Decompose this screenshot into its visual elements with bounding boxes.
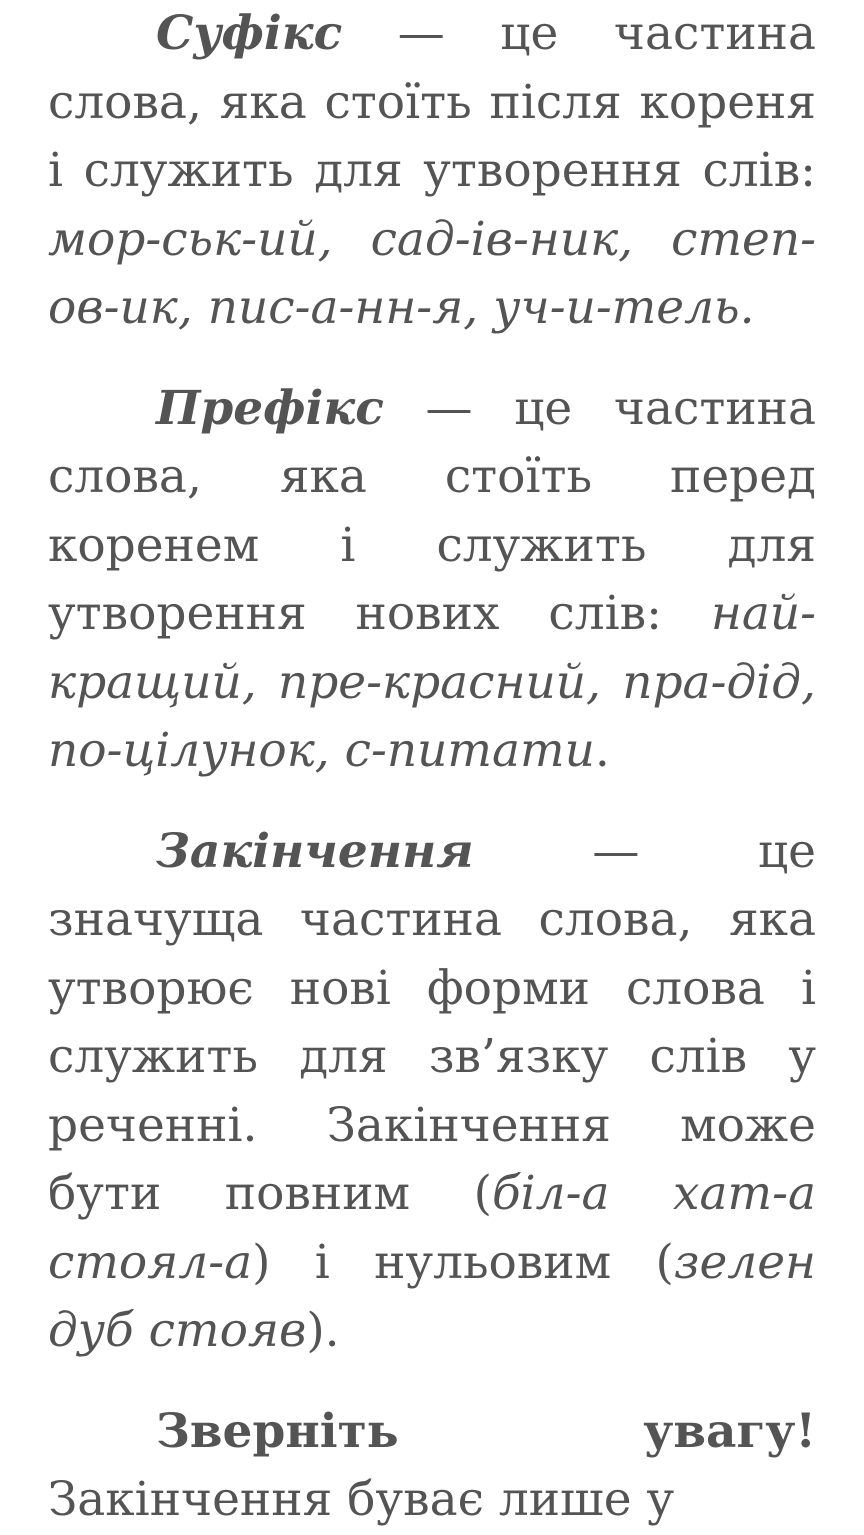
ending-middle: ) і нульовим ( — [252, 1234, 674, 1290]
ending-paragraph — [48, 818, 816, 1366]
prefix-paragraph — [48, 375, 816, 786]
note-paragraph — [48, 1398, 816, 1535]
suffix-definition: — це частина слова, яка стоїть після кореня і служить для утворення слів: — [48, 6, 816, 198]
ending-end: ). — [306, 1303, 340, 1358]
suffix-paragraph — [48, 0, 816, 343]
prefix-definition: — це частина слова, яка стоїть перед коренем і служить для утворення нових слів: — [48, 380, 816, 641]
note-heading: Зверніть увагу! — [156, 1403, 816, 1459]
prefix-examples: най-кращий, пре-красний, пра-дід, по-цілунок, с-питати — [48, 586, 816, 778]
prefix-end: . — [594, 723, 610, 778]
ending-term: Закінчення — [156, 823, 474, 879]
suffix-term: Суфікс — [156, 6, 343, 61]
ending-example-zero: зелен дуб стояв — [48, 1234, 816, 1358]
ending-definition: — це значуща частина слова, яка утворює нові форми слова і служить для зв’язку слів у реченні. Закінчення може бути повним ( — [48, 823, 816, 1221]
note-text: Закінчення буває лише у — [48, 1472, 675, 1527]
ending-example-full: біл-а хат-а стоял-а — [48, 1166, 816, 1290]
suffix-examples: мор-ськ-ий, сад-ів-ник, степ-ов-ик, пис-а-нн-я, уч-и-тель. — [48, 211, 816, 335]
text-page — [48, 0, 816, 1535]
prefix-term: Префікс — [156, 380, 384, 436]
